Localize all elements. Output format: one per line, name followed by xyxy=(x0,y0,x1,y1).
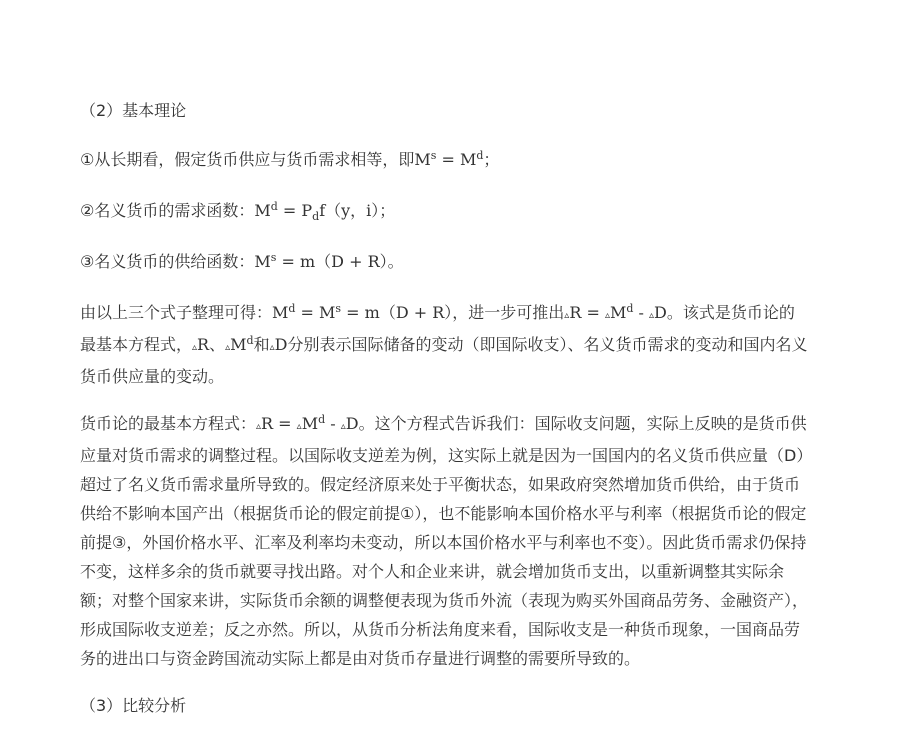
money-demand-formula: $M^d = P_df(y$，i）； xyxy=(254,200,396,223)
money-supply-formula: $M^s = m(D + R)$。 xyxy=(254,251,404,271)
basic-equation-formula: ▵R = $▵M^d$ - ▵D xyxy=(564,302,667,322)
combined-formula: $M^d = M^s = m(D + R)$，进一步可推出 xyxy=(272,302,565,322)
money-equilibrium-formula: $M^s = M^d$ xyxy=(414,149,484,169)
explanation-paragraph: 货币论的最基本方程式：▵R = $▵M^d$ - ▵D。这个方程式告诉我们：国际收支问题，实际上反映的是货币供应量对货币需求的调整过程。以国际收支逆差为例，这实际上就是因为一国国内的名义货币供应量（D）超过了名义货币需求量所导致的。假定经济原来处于平衡状态，如果政府突然增加货币供给，由于货币供给不影响本国产出（根据货币论的假定前提①），也不能影响本国价格水平与利率（根据货币论的假定前提③，外国价格水平、汇率及利率均未变动，所以本国价格水平与利率也不变）。因此货币需求仍保持不变，这样多余的货币就要寻找出路。对个人和企业来讲，就会增加货币支出，以重新调整其实际余额；对整个国家来讲，实际货币余额的调整便表现为货币外流（表现为购买外国商品劳务、金融资产），形成国际收支逆差；反之亦然。所以，从货币分析法角度来看，国际收支是一种货币现象，一国商品劳务的进出口与资金跨国流动实际上都是由对货币存量进行调整的需要所导致的。 xyxy=(80,413,809,668)
money-supply-function: ③名义货币的供给函数：$M^s = m(D + R)$。 xyxy=(80,251,404,271)
money-demand-function: ②名义货币的需求函数：$M^d = P_df(y$，i）； xyxy=(80,200,396,223)
assumption-long-run: ①从长期看，假定货币供应与货币需求相等，即$M^s = M^d$； xyxy=(80,149,500,169)
derivation-paragraph: 由以上三个式子整理可得：$M^d = M^s = m(D + R)$，进一步可推出▵R = $▵M^d$ - ▵D。该式是货币论的最基本方程式，▵R、$▵M^d$和▵D分别表示国际储备的变动（即国际收支）、名义货币需求的变动和国内名义货币供应量的变动。 xyxy=(80,302,808,386)
section-heading-basic-theory: （2）基本理论 xyxy=(80,101,187,120)
assumption-text: ①从长期看，假定货币供应与货币需求相等，即 xyxy=(80,150,415,169)
article-content xyxy=(80,96,810,740)
basic-equation-formula-repeat: ▵R = $▵M^d$ - ▵D xyxy=(256,413,359,433)
delta-symbol: ▵ xyxy=(564,310,570,321)
section-heading-comparison: （3）比较分析 xyxy=(80,696,187,715)
